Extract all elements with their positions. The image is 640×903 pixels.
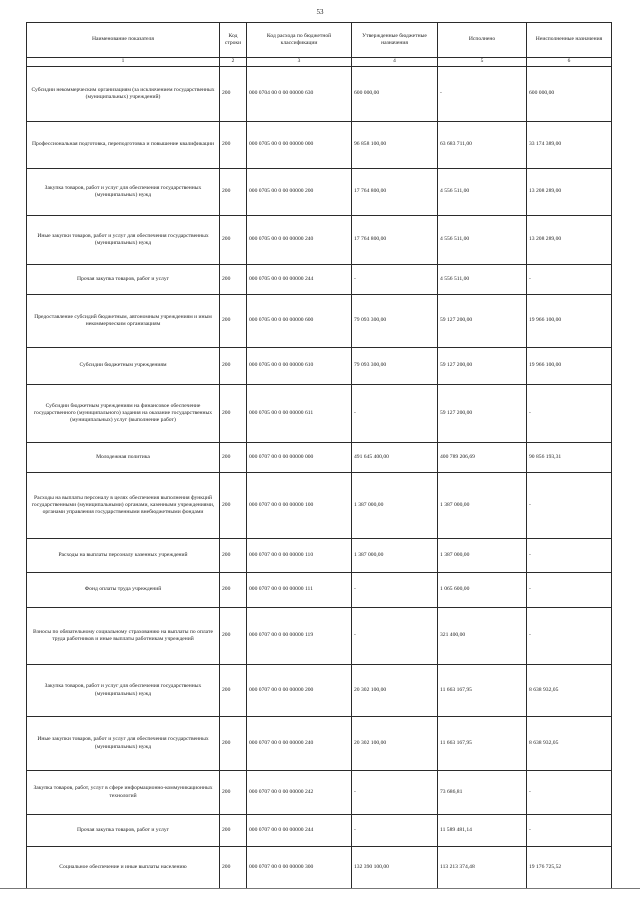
row-executed: 4 556 511,00	[438, 169, 527, 216]
row-name: Закупка товаров, работ и услуг для обеспечения государственных (муниципальных) нужд	[27, 665, 220, 717]
table-row	[27, 443, 612, 473]
row-kbk: 000 0707 00 0 00 00000 244	[247, 815, 352, 847]
row-unexecuted: -	[527, 771, 612, 815]
row-approved: 96 858 100,00	[352, 122, 438, 169]
table-row	[27, 122, 612, 169]
row-executed: 113 213 374,48	[438, 847, 527, 889]
row-name: Фонд оплаты труда учреждений	[27, 573, 220, 608]
row-name: Закупка товаров, работ и услуг для обеспечения государственных (муниципальных) нужд	[27, 169, 220, 216]
row-code: 200	[220, 216, 247, 265]
row-code: 200	[220, 295, 247, 348]
row-kbk: 000 0705 00 0 00 00000 000	[247, 122, 352, 169]
row-name: Иные закупки товаров, работ и услуг для обеспечения государственных (муниципальных) нужд	[27, 717, 220, 771]
row-executed: 59 127 200,00	[438, 348, 527, 385]
row-kbk: 000 0707 00 0 00 00000 240	[247, 717, 352, 771]
row-executed: 11 589 481,14	[438, 815, 527, 847]
column-number: 3	[247, 58, 352, 67]
row-unexecuted: -	[527, 573, 612, 608]
row-approved: 600 000,00	[352, 67, 438, 122]
row-executed: 1 387 000,00	[438, 473, 527, 539]
header-kbk: Код расхода по бюджетной классификации	[247, 23, 352, 58]
row-name: Субсидии бюджетным учреждениям	[27, 348, 220, 385]
row-approved: -	[352, 771, 438, 815]
row-name: Закупка товаров, работ, услуг в сфере информационно-коммуникационных технологий	[27, 771, 220, 815]
table-row	[27, 67, 612, 122]
row-name: Иные закупки товаров, работ и услуг для обеспечения государственных (муниципальных) нужд	[27, 216, 220, 265]
row-kbk: 000 0707 00 0 00 00000 200	[247, 665, 352, 717]
row-name: Расходы на выплаты персоналу в целях обеспечения выполнения функций государственными (муниципальными) органами, казенными учреждениями, органами управления государственными внебюджетными фондами	[27, 473, 220, 539]
row-unexecuted: 13 208 289,00	[527, 169, 612, 216]
header-approved: Утвержденные бюджетные назначения	[352, 23, 438, 58]
row-unexecuted: -	[527, 265, 612, 295]
row-code: 200	[220, 539, 247, 573]
row-code: 200	[220, 348, 247, 385]
row-unexecuted: 90 856 193,31	[527, 443, 612, 473]
row-unexecuted: 19 966 100,00	[527, 295, 612, 348]
table-row	[27, 265, 612, 295]
row-name: Профессиональная подготовка, переподготовка и повышение квалификации	[27, 122, 220, 169]
row-kbk: 000 0707 00 0 00 00000 110	[247, 539, 352, 573]
table-row	[27, 847, 612, 889]
column-number-row	[27, 58, 612, 67]
row-name: Прочая закупка товаров, работ и услуг	[27, 815, 220, 847]
table-row	[27, 771, 612, 815]
row-executed: 4 556 511,00	[438, 265, 527, 295]
row-code: 200	[220, 573, 247, 608]
row-kbk: 000 0707 00 0 00 00000 100	[247, 473, 352, 539]
row-code: 200	[220, 717, 247, 771]
column-number: 1	[27, 58, 220, 67]
row-kbk: 000 0705 00 0 00 00000 600	[247, 295, 352, 348]
row-kbk: 000 0705 00 0 00 00000 244	[247, 265, 352, 295]
row-kbk: 000 0705 00 0 00 00000 610	[247, 348, 352, 385]
row-approved: 20 302 100,00	[352, 665, 438, 717]
row-code: 200	[220, 385, 247, 443]
header-name: Наименование показателя	[27, 23, 220, 58]
column-number: 5	[438, 58, 527, 67]
row-kbk: 000 0707 00 0 00 00000 111	[247, 573, 352, 608]
row-approved: 1 387 000,00	[352, 473, 438, 539]
row-unexecuted: 8 638 932,05	[527, 665, 612, 717]
row-executed: 63 683 711,00	[438, 122, 527, 169]
table-row	[27, 608, 612, 665]
table-row	[27, 385, 612, 443]
row-code: 200	[220, 608, 247, 665]
row-unexecuted: -	[527, 608, 612, 665]
column-number: 6	[527, 58, 612, 67]
row-approved: -	[352, 815, 438, 847]
row-unexecuted: -	[527, 815, 612, 847]
row-name: Предоставление субсидий бюджетным, автономным учреждениям и иным некоммерческим организациям	[27, 295, 220, 348]
row-unexecuted: 600 000,00	[527, 67, 612, 122]
row-approved: -	[352, 608, 438, 665]
table-row	[27, 665, 612, 717]
row-executed: 11 663 167,95	[438, 665, 527, 717]
row-approved: 491 645 400,00	[352, 443, 438, 473]
row-code: 200	[220, 169, 247, 216]
row-name: Субсидии некоммерческим организациям (за исключением государственных (муниципальных) учреждений)	[27, 67, 220, 122]
row-name: Взносы по обязательному социальному страхованию на выплаты по оплате труда работников и иные выплаты работникам учреждений	[27, 608, 220, 665]
row-approved: 1 387 000,00	[352, 539, 438, 573]
row-unexecuted: -	[527, 473, 612, 539]
row-code: 200	[220, 665, 247, 717]
row-unexecuted: -	[527, 385, 612, 443]
row-code: 200	[220, 815, 247, 847]
row-approved: 20 302 100,00	[352, 717, 438, 771]
row-code: 200	[220, 473, 247, 539]
row-code: 200	[220, 67, 247, 122]
page-bottom-rule	[0, 888, 640, 889]
header-unexecuted: Неисполненные назначения	[527, 23, 612, 58]
header-code: Код строки	[220, 23, 247, 58]
row-code: 200	[220, 847, 247, 889]
row-unexecuted: 13 208 289,00	[527, 216, 612, 265]
column-number: 2	[220, 58, 247, 67]
page-number: 53	[316, 8, 324, 16]
row-executed: 400 789 206,69	[438, 443, 527, 473]
row-executed: 321 400,00	[438, 608, 527, 665]
row-kbk: 000 0707 00 0 00 00000 119	[247, 608, 352, 665]
table-row	[27, 473, 612, 539]
row-kbk: 000 0707 00 0 00 00000 300	[247, 847, 352, 889]
row-name: Субсидии бюджетным учреждениям на финансовое обеспечение государственного (муниципального) задания на оказание государственных (муниципальных) услуг (выполнение работ)	[27, 385, 220, 443]
row-kbk: 000 0704 00 0 00 00000 630	[247, 67, 352, 122]
row-unexecuted: 33 174 389,00	[527, 122, 612, 169]
row-executed: 1 065 600,00	[438, 573, 527, 608]
budget-execution-table	[26, 22, 612, 889]
row-unexecuted: 19 966 100,00	[527, 348, 612, 385]
row-code: 200	[220, 265, 247, 295]
table-row	[27, 539, 612, 573]
table-header-row	[27, 23, 612, 58]
row-code: 200	[220, 443, 247, 473]
row-unexecuted: 19 176 725,52	[527, 847, 612, 889]
row-name: Молодежная политика	[27, 443, 220, 473]
row-unexecuted: -	[527, 539, 612, 573]
row-approved: 132 390 100,00	[352, 847, 438, 889]
table-row	[27, 216, 612, 265]
row-approved: 17 764 800,00	[352, 216, 438, 265]
row-executed: 11 663 167,95	[438, 717, 527, 771]
row-executed: 4 556 511,00	[438, 216, 527, 265]
row-approved: 79 093 300,00	[352, 348, 438, 385]
row-code: 200	[220, 771, 247, 815]
table-row	[27, 717, 612, 771]
column-number: 4	[352, 58, 438, 67]
table-row	[27, 348, 612, 385]
row-approved: -	[352, 573, 438, 608]
row-kbk: 000 0705 00 0 00 00000 200	[247, 169, 352, 216]
table-row	[27, 169, 612, 216]
row-executed: 73 686,81	[438, 771, 527, 815]
row-name: Расходы на выплаты персоналу казенных учреждений	[27, 539, 220, 573]
row-kbk: 000 0705 00 0 00 00000 611	[247, 385, 352, 443]
header-executed: Исполнено	[438, 23, 527, 58]
table-row	[27, 295, 612, 348]
table-row	[27, 573, 612, 608]
row-executed: 1 387 000,00	[438, 539, 527, 573]
table-row	[27, 815, 612, 847]
row-kbk: 000 0707 00 0 00 00000 000	[247, 443, 352, 473]
row-name: Прочая закупка товаров, работ и услуг	[27, 265, 220, 295]
row-kbk: 000 0705 00 0 00 00000 240	[247, 216, 352, 265]
row-executed: -	[438, 67, 527, 122]
row-kbk: 000 0707 00 0 00 00000 242	[247, 771, 352, 815]
row-name: Социальное обеспечение и иные выплаты населению	[27, 847, 220, 889]
row-approved: 17 764 800,00	[352, 169, 438, 216]
row-code: 200	[220, 122, 247, 169]
row-executed: 59 127 200,00	[438, 385, 527, 443]
row-approved: 79 093 300,00	[352, 295, 438, 348]
row-executed: 59 127 200,00	[438, 295, 527, 348]
row-approved: -	[352, 385, 438, 443]
row-unexecuted: 8 638 932,05	[527, 717, 612, 771]
row-approved: -	[352, 265, 438, 295]
